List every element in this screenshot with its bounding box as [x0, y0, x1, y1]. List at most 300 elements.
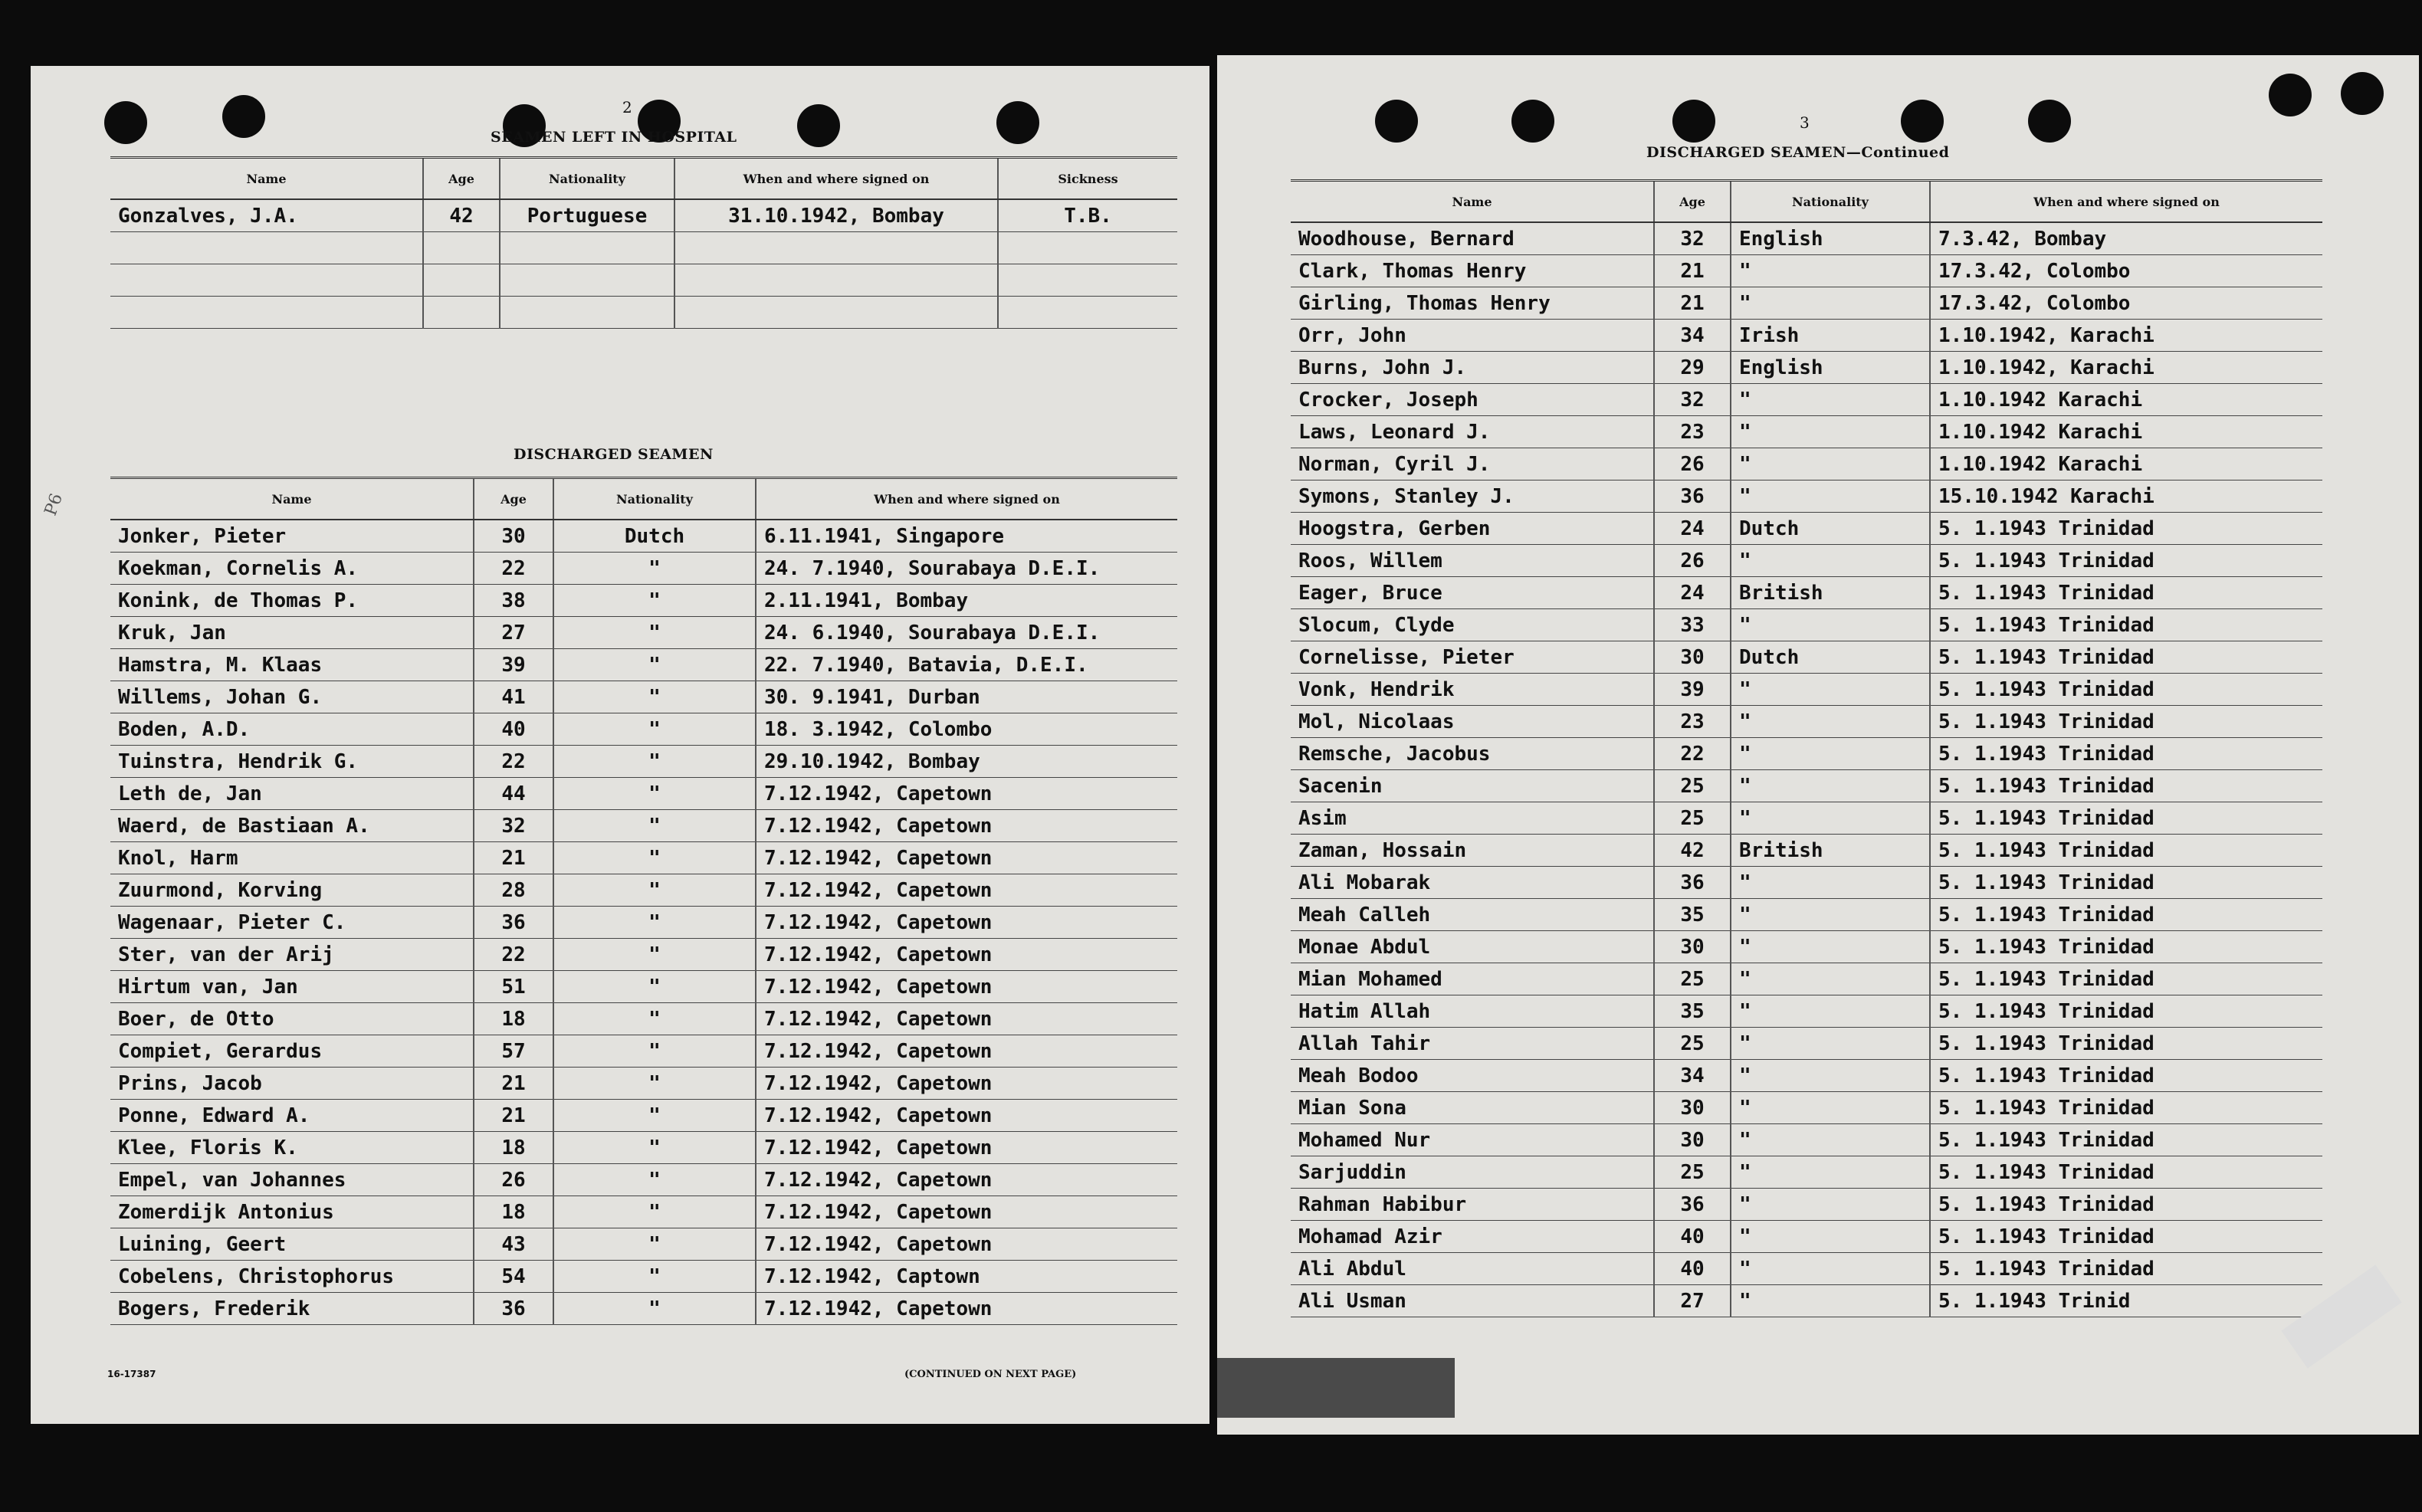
discharged-table: [110, 477, 1177, 1325]
cell-signed: 5. 1.1943 Trinidad: [1930, 1221, 2322, 1253]
table-row: [1291, 448, 2322, 480]
cell-name: Hatim Allah: [1291, 995, 1654, 1028]
table-row: [110, 1293, 1177, 1325]
margin-mark: P6: [41, 490, 67, 519]
cell-age: 30: [1654, 931, 1731, 963]
cell-nationality: ": [553, 553, 756, 585]
table-row: [1291, 384, 2322, 416]
cell-nationality: ": [1731, 1253, 1930, 1285]
column-header: Nationality: [553, 478, 756, 520]
table-row: [1291, 674, 2322, 706]
table-row: [1291, 867, 2322, 899]
cell-signed: [674, 264, 998, 297]
cell-signed: 5. 1.1943 Trinidad: [1930, 1189, 2322, 1221]
table-row: [1291, 255, 2322, 287]
cell-nationality: ": [1731, 963, 1930, 995]
cell-name: Rahman Habibur: [1291, 1189, 1654, 1221]
table-row: [1291, 513, 2322, 545]
discharged-header-row: [110, 478, 1177, 520]
cell-nationality: ": [1731, 1124, 1930, 1156]
cell-age: 43: [474, 1228, 553, 1261]
table-row: [110, 232, 1177, 264]
cell-name: Woodhouse, Bernard: [1291, 222, 1654, 255]
hospital-table: [110, 156, 1177, 329]
table-row: [110, 1228, 1177, 1261]
cell-name: Prins, Jacob: [110, 1068, 474, 1100]
cell-signed: 5. 1.1943 Trinid: [1930, 1285, 2322, 1317]
cell-name: Cobelens, Christophorus: [110, 1261, 474, 1293]
table-row: [1291, 1028, 2322, 1060]
cell-signed: 6.11.1941, Singapore: [756, 520, 1177, 553]
cell-sickness: [998, 232, 1177, 264]
cell-age: 40: [474, 713, 553, 746]
cell-nationality: ": [553, 1003, 756, 1035]
cell-age: 22: [474, 553, 553, 585]
table-row: [110, 585, 1177, 617]
hospital-body: [110, 199, 1177, 329]
cell-name: Klee, Floris K.: [110, 1132, 474, 1164]
cell-nationality: ": [553, 649, 756, 681]
cell-name: Orr, John: [1291, 320, 1654, 352]
cell-name: Roos, Willem: [1291, 545, 1654, 577]
table-row: [110, 1100, 1177, 1132]
cell-nationality: English: [1731, 222, 1930, 255]
cell-signed: 1.10.1942 Karachi: [1930, 448, 2322, 480]
cell-signed: 5. 1.1943 Trinidad: [1930, 802, 2322, 835]
cell-age: 25: [1654, 1156, 1731, 1189]
cell-signed: 7.12.1942, Capetown: [756, 1003, 1177, 1035]
table-row: [1291, 577, 2322, 609]
cell-name: Remsche, Jacobus: [1291, 738, 1654, 770]
cell-nationality: Dutch: [1731, 513, 1930, 545]
cell-nationality: ": [553, 1293, 756, 1325]
cell-age: 21: [1654, 255, 1731, 287]
cell-signed: 5. 1.1943 Trinidad: [1930, 770, 2322, 802]
table-row: [1291, 222, 2322, 255]
cell-name: Mohamed Nur: [1291, 1124, 1654, 1156]
cell-age: 36: [1654, 867, 1731, 899]
cell-name: Norman, Cyril J.: [1291, 448, 1654, 480]
cell-name: Empel, van Johannes: [110, 1164, 474, 1196]
cell-nationality: ": [1731, 867, 1930, 899]
cell-signed: 7.12.1942, Capetown: [756, 1164, 1177, 1196]
hospital-section-title: SEAMEN LEFT IN HOSPITAL: [491, 129, 737, 146]
column-header: Name: [1291, 181, 1654, 223]
cell-age: 40: [1654, 1221, 1731, 1253]
cell-signed: 29.10.1942, Bombay: [756, 746, 1177, 778]
cell-age: 30: [1654, 641, 1731, 674]
cell-signed: 5. 1.1943 Trinidad: [1930, 1253, 2322, 1285]
cell-age: 32: [1654, 222, 1731, 255]
cell-age: 29: [1654, 352, 1731, 384]
table-row: [1291, 352, 2322, 384]
table-row: [1291, 480, 2322, 513]
cell-signed: 1.10.1942, Karachi: [1930, 352, 2322, 384]
punch-hole: [2341, 72, 2384, 115]
cell-signed: 5. 1.1943 Trinidad: [1930, 963, 2322, 995]
table-row: [110, 1068, 1177, 1100]
cell-age: 22: [474, 746, 553, 778]
table-row: [110, 553, 1177, 585]
cell-signed: 5. 1.1943 Trinidad: [1930, 577, 2322, 609]
cell-age: 36: [1654, 1189, 1731, 1221]
column-header: Age: [1654, 181, 1731, 223]
cell-nationality: ": [1731, 384, 1930, 416]
table-row: [1291, 899, 2322, 931]
cell-name: Vonk, Hendrik: [1291, 674, 1654, 706]
cell-signed: 22. 7.1940, Batavia, D.E.I.: [756, 649, 1177, 681]
cell-name: Leth de, Jan: [110, 778, 474, 810]
table-row: [1291, 1092, 2322, 1124]
table-row: [1291, 835, 2322, 867]
cell-name: Ster, van der Arij: [110, 939, 474, 971]
cell-name: Meah Bodoo: [1291, 1060, 1654, 1092]
cell-nationality: ": [1731, 706, 1930, 738]
cell-nationality: ": [553, 746, 756, 778]
cell-name: [110, 232, 423, 264]
table-row: [1291, 995, 2322, 1028]
table-row: [110, 681, 1177, 713]
cell-name: Meah Calleh: [1291, 899, 1654, 931]
cell-nationality: ": [1731, 609, 1930, 641]
cell-name: Asim: [1291, 802, 1654, 835]
cell-nationality: ": [1731, 480, 1930, 513]
cell-name: Monae Abdul: [1291, 931, 1654, 963]
cell-nationality: ": [553, 1035, 756, 1068]
table-row: [110, 520, 1177, 553]
cell-name: Hirtum van, Jan: [110, 971, 474, 1003]
cell-name: Boer, de Otto: [110, 1003, 474, 1035]
cell-signed: 17.3.42, Colombo: [1930, 255, 2322, 287]
cell-age: 24: [1654, 513, 1731, 545]
table-row: [110, 842, 1177, 874]
cell-sickness: [998, 264, 1177, 297]
hospital-header-row: [110, 158, 1177, 200]
cell-signed: [674, 297, 998, 329]
cell-name: Luining, Geert: [110, 1228, 474, 1261]
cell-age: 21: [1654, 287, 1731, 320]
table-row: [1291, 287, 2322, 320]
column-header: Nationality: [500, 158, 674, 200]
cell-signed: 5. 1.1943 Trinidad: [1930, 545, 2322, 577]
table-row: [110, 1261, 1177, 1293]
table-row: [1291, 738, 2322, 770]
cell-signed: 7.12.1942, Capetown: [756, 971, 1177, 1003]
cell-age: 21: [474, 1100, 553, 1132]
cell-name: Symons, Stanley J.: [1291, 480, 1654, 513]
cell-name: Jonker, Pieter: [110, 520, 474, 553]
cell-nationality: ": [1731, 1060, 1930, 1092]
cell-signed: 5. 1.1943 Trinidad: [1930, 1156, 2322, 1189]
cell-signed: 1.10.1942, Karachi: [1930, 320, 2322, 352]
cell-name: Mol, Nicolaas: [1291, 706, 1654, 738]
cell-nationality: ": [1731, 770, 1930, 802]
table-row: [110, 199, 1177, 232]
punch-hole: [2269, 74, 2312, 116]
cell-name: Koekman, Cornelis A.: [110, 553, 474, 585]
table-row: [110, 874, 1177, 907]
cell-nationality: ": [1731, 448, 1930, 480]
punch-hole: [996, 101, 1039, 144]
cell-nationality: ": [1731, 899, 1930, 931]
discharged-body: [110, 520, 1177, 1325]
cell-nationality: ": [1731, 545, 1930, 577]
table-row: [1291, 931, 2322, 963]
cell-age: 39: [1654, 674, 1731, 706]
cell-age: 30: [474, 520, 553, 553]
punch-hole: [1375, 100, 1418, 143]
cell-age: 18: [474, 1003, 553, 1035]
cell-signed: 1.10.1942 Karachi: [1930, 384, 2322, 416]
cell-signed: 5. 1.1943 Trinidad: [1930, 641, 2322, 674]
cell-age: 18: [474, 1196, 553, 1228]
table-row: [110, 617, 1177, 649]
cell-name: [110, 297, 423, 329]
cell-name: Hoogstra, Gerben: [1291, 513, 1654, 545]
cell-signed: 7.3.42, Bombay: [1930, 222, 2322, 255]
cell-age: 25: [1654, 802, 1731, 835]
table-row: [1291, 1060, 2322, 1092]
cell-nationality: ": [1731, 255, 1930, 287]
cell-signed: 7.12.1942, Capetown: [756, 1196, 1177, 1228]
cell-age: 26: [1654, 545, 1731, 577]
table-row: [110, 264, 1177, 297]
table-row: [110, 778, 1177, 810]
cell-name: Tuinstra, Hendrik G.: [110, 746, 474, 778]
cell-nationality: ": [1731, 802, 1930, 835]
continued-note: (CONTINUED ON NEXT PAGE): [904, 1369, 1077, 1380]
continued-header-row: [1291, 181, 2322, 223]
table-row: [110, 907, 1177, 939]
cell-age: [423, 297, 500, 329]
cell-signed: 5. 1.1943 Trinidad: [1930, 609, 2322, 641]
cell-name: Kruk, Jan: [110, 617, 474, 649]
cell-nationality: ": [553, 585, 756, 617]
cell-age: 32: [1654, 384, 1731, 416]
table-row: [1291, 1156, 2322, 1189]
cell-name: Gonzalves, J.A.: [110, 199, 423, 232]
binding-stub: [1217, 1358, 1455, 1418]
right-page: [1217, 55, 2419, 1435]
cell-nationality: ": [553, 810, 756, 842]
cell-age: 26: [1654, 448, 1731, 480]
cell-signed: 7.12.1942, Capetown: [756, 1228, 1177, 1261]
cell-signed: 31.10.1942, Bombay: [674, 199, 998, 232]
cell-name: Girling, Thomas Henry: [1291, 287, 1654, 320]
cell-age: 25: [1654, 770, 1731, 802]
table-row: [1291, 1124, 2322, 1156]
table-row: [1291, 641, 2322, 674]
cell-nationality: ": [553, 1132, 756, 1164]
cell-age: 40: [1654, 1253, 1731, 1285]
cell-age: 41: [474, 681, 553, 713]
table-row: [1291, 1221, 2322, 1253]
page-number: 2: [622, 98, 632, 116]
cell-name: Clark, Thomas Henry: [1291, 255, 1654, 287]
cell-age: 22: [474, 939, 553, 971]
cell-nationality: ": [1731, 287, 1930, 320]
cell-signed: 5. 1.1943 Trinidad: [1930, 995, 2322, 1028]
cell-name: Slocum, Clyde: [1291, 609, 1654, 641]
table-row: [110, 971, 1177, 1003]
table-row: [110, 1132, 1177, 1164]
cell-nationality: ": [1731, 738, 1930, 770]
cell-signed: 24. 6.1940, Sourabaya D.E.I.: [756, 617, 1177, 649]
continued-table: [1291, 179, 2322, 1317]
cell-name: Mian Sona: [1291, 1092, 1654, 1124]
cell-nationality: ": [553, 971, 756, 1003]
cell-nationality: ": [1731, 674, 1930, 706]
punch-hole: [222, 95, 265, 138]
cell-name: Hamstra, M. Klaas: [110, 649, 474, 681]
cell-nationality: ": [553, 681, 756, 713]
cell-nationality: ": [1731, 1092, 1930, 1124]
cell-nationality: ": [1731, 995, 1930, 1028]
cell-signed: 5. 1.1943 Trinidad: [1930, 1092, 2322, 1124]
cell-age: 35: [1654, 995, 1731, 1028]
cell-age: 35: [1654, 899, 1731, 931]
cell-nationality: ": [553, 939, 756, 971]
column-header: When and where signed on: [1930, 181, 2322, 223]
cell-age: 28: [474, 874, 553, 907]
cell-signed: 15.10.1942 Karachi: [1930, 480, 2322, 513]
cell-name: Bogers, Frederik: [110, 1293, 474, 1325]
cell-name: Burns, John J.: [1291, 352, 1654, 384]
table-row: [110, 1196, 1177, 1228]
cell-signed: 5. 1.1943 Trinidad: [1930, 899, 2322, 931]
cell-nationality: ": [553, 778, 756, 810]
page-title: DISCHARGED SEAMEN—Continued: [1646, 144, 1950, 161]
cell-signed: 7.12.1942, Capetown: [756, 778, 1177, 810]
cell-name: Eager, Bruce: [1291, 577, 1654, 609]
cell-signed: [674, 232, 998, 264]
cell-name: Zuurmond, Korving: [110, 874, 474, 907]
cell-age: 42: [1654, 835, 1731, 867]
column-header: Age: [474, 478, 553, 520]
cell-age: 44: [474, 778, 553, 810]
cell-age: 33: [1654, 609, 1731, 641]
cell-sickness: [998, 297, 1177, 329]
cell-age: 30: [1654, 1092, 1731, 1124]
cell-age: 39: [474, 649, 553, 681]
cell-age: 27: [1654, 1285, 1731, 1317]
cell-nationality: ": [553, 1068, 756, 1100]
cell-signed: 5. 1.1943 Trinidad: [1930, 674, 2322, 706]
column-header: Name: [110, 478, 474, 520]
table-row: [110, 1035, 1177, 1068]
cell-nationality: ": [553, 874, 756, 907]
discharged-section-title: DISCHARGED SEAMEN: [514, 446, 714, 463]
cell-signed: 5. 1.1943 Trinidad: [1930, 513, 2322, 545]
cell-age: 34: [1654, 1060, 1731, 1092]
cell-nationality: Irish: [1731, 320, 1930, 352]
cell-signed: 5. 1.1943 Trinidad: [1930, 1124, 2322, 1156]
cell-nationality: ": [1731, 1156, 1930, 1189]
cell-sickness: T.B.: [998, 199, 1177, 232]
cell-nationality: Dutch: [1731, 641, 1930, 674]
cell-nationality: Dutch: [553, 520, 756, 553]
cell-name: Zaman, Hossain: [1291, 835, 1654, 867]
cell-signed: 5. 1.1943 Trinidad: [1930, 931, 2322, 963]
punch-hole: [1511, 100, 1554, 143]
table-row: [110, 649, 1177, 681]
cell-signed: 7.12.1942, Capetown: [756, 1035, 1177, 1068]
cell-name: Sarjuddin: [1291, 1156, 1654, 1189]
page-number: 3: [1800, 113, 1810, 132]
cell-age: 27: [474, 617, 553, 649]
cell-signed: 17.3.42, Colombo: [1930, 287, 2322, 320]
cell-nationality: ": [553, 1100, 756, 1132]
cell-signed: 7.12.1942, Capetown: [756, 842, 1177, 874]
cell-signed: 5. 1.1943 Trinidad: [1930, 738, 2322, 770]
cell-name: Konink, de Thomas P.: [110, 585, 474, 617]
cell-nationality: ": [1731, 931, 1930, 963]
continued-body: [1291, 222, 2322, 1317]
cell-age: 36: [474, 1293, 553, 1325]
cell-age: 21: [474, 842, 553, 874]
table-row: [1291, 320, 2322, 352]
cell-nationality: ": [553, 617, 756, 649]
table-row: [110, 810, 1177, 842]
cell-signed: 1.10.1942 Karachi: [1930, 416, 2322, 448]
cell-signed: 7.12.1942, Capetown: [756, 874, 1177, 907]
cell-age: 26: [474, 1164, 553, 1196]
cell-name: Mian Mohamed: [1291, 963, 1654, 995]
table-row: [1291, 609, 2322, 641]
cell-signed: 30. 9.1941, Durban: [756, 681, 1177, 713]
cell-signed: 5. 1.1943 Trinidad: [1930, 706, 2322, 738]
cell-name: Allah Tahir: [1291, 1028, 1654, 1060]
cell-name: Cornelisse, Pieter: [1291, 641, 1654, 674]
cell-signed: 7.12.1942, Capetown: [756, 939, 1177, 971]
cell-name: Zomerdijk Antonius: [110, 1196, 474, 1228]
cell-nationality: ": [1731, 1285, 1930, 1317]
cell-signed: 5. 1.1943 Trinidad: [1930, 867, 2322, 899]
cell-name: Compiet, Gerardus: [110, 1035, 474, 1068]
punch-hole: [797, 104, 840, 147]
cell-name: Ponne, Edward A.: [110, 1100, 474, 1132]
cell-signed: 7.12.1942, Captown: [756, 1261, 1177, 1293]
punch-hole: [2028, 100, 2071, 143]
cell-signed: 7.12.1942, Capetown: [756, 907, 1177, 939]
cell-age: 23: [1654, 416, 1731, 448]
cell-nationality: [500, 264, 674, 297]
cell-age: 57: [474, 1035, 553, 1068]
table-row: [1291, 416, 2322, 448]
cell-nationality: ": [553, 1164, 756, 1196]
cell-age: 54: [474, 1261, 553, 1293]
cell-signed: 18. 3.1942, Colombo: [756, 713, 1177, 746]
cell-nationality: ": [553, 842, 756, 874]
cell-nationality: ": [553, 1228, 756, 1261]
cell-age: 22: [1654, 738, 1731, 770]
left-page: [31, 66, 1209, 1424]
cell-signed: 7.12.1942, Capetown: [756, 1100, 1177, 1132]
table-row: [1291, 963, 2322, 995]
table-row: [1291, 770, 2322, 802]
cell-nationality: British: [1731, 835, 1930, 867]
column-header: When and where signed on: [674, 158, 998, 200]
table-row: [110, 297, 1177, 329]
cell-nationality: ": [553, 713, 756, 746]
cell-name: Wagenaar, Pieter C.: [110, 907, 474, 939]
cell-name: Ali Abdul: [1291, 1253, 1654, 1285]
cell-nationality: ": [1731, 1028, 1930, 1060]
cell-signed: 5. 1.1943 Trinidad: [1930, 835, 2322, 867]
cell-nationality: [500, 297, 674, 329]
table-row: [110, 939, 1177, 971]
cell-signed: 2.11.1941, Bombay: [756, 585, 1177, 617]
